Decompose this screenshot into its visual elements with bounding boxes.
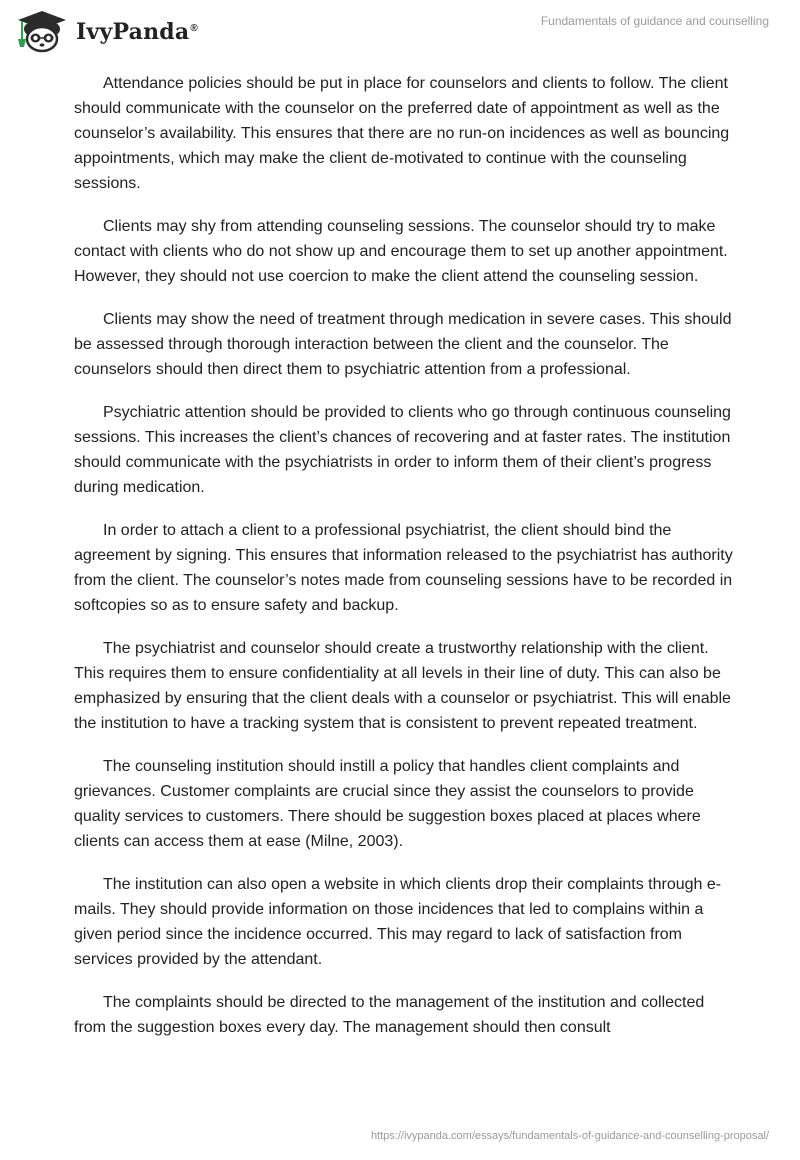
essay-body [74,71,734,1058]
paragraph: The institution can also open a website in which clients drop their complaints through e-mails. They should provide information on those incidences that led to complains within a given period since the incidence occurred. This may regard to lack of satisfaction from services provided by the attendant. [74,876,722,968]
paragraph: The psychiatrist and counselor should create a trustworthy relationship with the client. This requires them to ensure confidentiality at all levels in their line of duty. This can also be emphasized by ensuring that the client deals with a counselor or psychiatrist. This will enable the institution to have a tracking system that is consistent to prevent repeated treatment. [74,640,731,732]
document-title: Fundamentals of guidance and counselling [540,14,769,28]
source-url[interactable]: https://ivypanda.com/essays/fundamentals-of-guidance-and-counselling-proposal/ [370,1130,769,1142]
page-header [0,0,800,62]
panda-icon [14,9,70,53]
paragraph: Clients may show the need of treatment through medication in severe cases. This should be assessed through thorough interaction between the client and the counselor. The counselors should then direct them to psychiatric attention from a professional. [74,311,732,378]
brand-name: IvyPanda® [76,19,198,45]
paragraph: Psychiatric attention should be provided to clients who go through continuous counseling sessions. This increases the client’s chances of recovering and at faster rates. The institution should communicate with the psychiatrists in order to inform them of their client’s progress during medication. [74,404,731,496]
registered-mark: ® [190,22,198,34]
paragraph: The counseling institution should instill a policy that handles client complaints and grievances. Customer complaints are crucial since they assist the counselors to provide quality services to customers. There should be suggestion boxes placed at places where clients can access them at ease (Milne, 2003). [74,758,701,850]
ivypanda-logo[interactable] [14,9,198,53]
paragraph: In order to attach a client to a professional psychiatrist, the client should bind the agreement by signing. This ensures that information released to the psychiatrist has authority from the client. The counselor’s notes made from counseling sessions have to be recorded in softcopies so as to ensure safety and backup. [74,522,733,614]
paragraph: Clients may shy from attending counseling sessions. The counselor should try to make contact with clients who do not show up and encourage them to set up another appointment. However, they should not use coercion to make the client attend the counseling session. [74,218,728,285]
paragraph: The complaints should be directed to the management of the institution and collected from the suggestion boxes every day. The management should then consult [74,994,705,1036]
paragraph: Attendance policies should be put in place for counselors and clients to follow. The client should communicate with the counselor on the preferred date of appointment as well as the counselor’s availability. This ensures that there are no run-on incidences as well as bouncing appointments, which may make the client de-motivated to continue with the counseling sessions. [74,75,730,192]
